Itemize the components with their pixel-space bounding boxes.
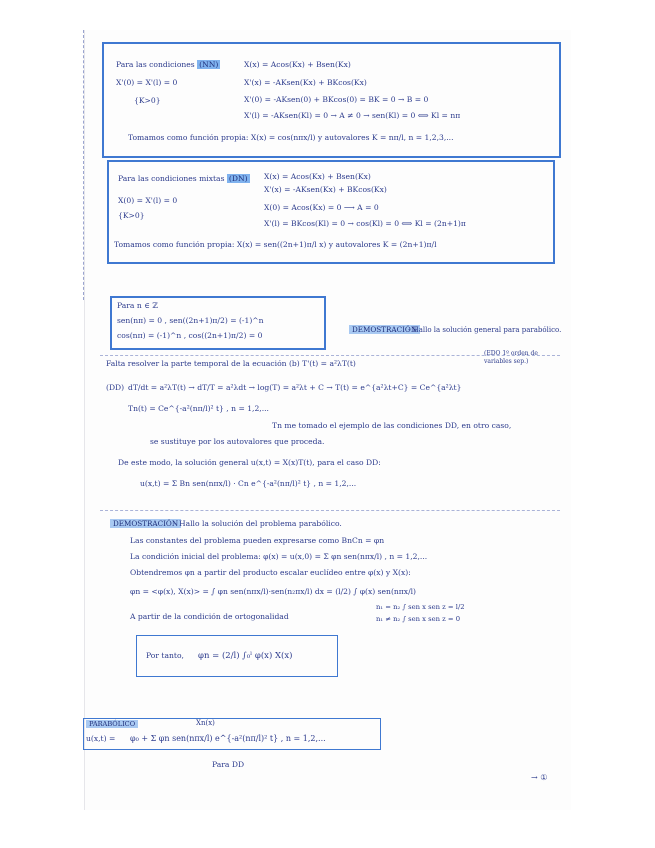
body-p1: Falta resolver la parte temporal de la ecuación (b) T'(t) = a²λT(t) (106, 359, 356, 368)
body2-q5a: n₁ = n₂ ∫ sen x sen z = l/2 (376, 603, 465, 611)
identities-n: Para n ∈ ℤ (117, 301, 158, 310)
dn-deriv: X'(x) = -AKsen(Kx) + BKcos(Kx) (264, 185, 387, 194)
dn-conclusion: Tomamos como función propia: X(x) = sen((2n+1)π/l x) y autovalores K = (2n+1)π/l (114, 240, 437, 249)
page-corner-mark: → ① (531, 773, 548, 782)
final-lhs: u(x,t) = (86, 734, 116, 743)
demo2-tag: DEMOSTRACIÓN (110, 519, 181, 528)
dn-set: {K>0} (118, 211, 145, 220)
edo-label: (DD) (106, 383, 125, 392)
nn-set: {K>0} (134, 96, 161, 105)
divider-2 (100, 510, 560, 511)
dn-atl: X'(l) = BKcos(Kl) = 0 → cos(Kl) = 0 ⟺ Kl = (2n+1)π (264, 219, 466, 228)
final-over: Xn(x) (196, 719, 215, 727)
identities-sen: sen(nπ) = 0 , sen((2n+1)π/2) = (-1)^n (117, 316, 264, 325)
dn-bc: X(0) = X'(l) = 0 (118, 196, 178, 205)
demo1-text: - Hallo la solución general para parabólico. (408, 326, 562, 334)
edo-step1: dT/dt = a²λT(t) → dT/T = a²λdt → log(T) = a²λt + C → T(t) = e^{a²λt+C} = Ce^{a²λt} (128, 383, 462, 392)
dn-tag: (DN) (228, 174, 248, 183)
dn-at0: X(0) = Acos(Kx) = 0 ⟶ A = 0 (264, 203, 379, 212)
nn-tag: (NN) (199, 60, 219, 69)
nn-atl: X'(l) = -AKsen(Kl) = 0 → A ≠ 0 → sen(Kl) = 0 ⟺ Kl = nπ (244, 111, 461, 120)
nn-conclusion: Tomamos como función propia: X(x) = cos(nπx/l) y autovalores K = nπ/l, n = 1,2,3,... (128, 133, 454, 142)
body2-q1: Las constantes del problema pueden expresarse como BnCn = φn (130, 536, 385, 545)
body2-q4: φn = <φ(x), X(x)> = ∫ φn sen(nπx/l)·sen(n₂πx/l) dx = (l/2) ∫ φ(x) sen(nπx/l) (130, 587, 417, 596)
nn-header-text: Para las condiciones (116, 60, 195, 69)
dn-header (118, 174, 250, 184)
result-label: Por tanto, (146, 651, 184, 660)
final-eq: φ₀ + Σ φn sen(nπx/l) e^{-a²(nπ/l)² t} , n = 1,2,... (130, 734, 326, 743)
body2-q3: Obtendremos φn a partir del producto escalar euclídeo entre φ(x) y X(x): (130, 568, 411, 577)
body-p4: De este modo, la solución general u(x,t) = X(x)T(t), para el caso DD: (118, 458, 381, 467)
demo1-tag: DEMOSTRACIÓN (349, 325, 420, 334)
result-eq: φn = (2/l) ∫₀ˡ φ(x) X(x) (198, 651, 293, 661)
dn-eq1: X(x) = Acos(Kx) + Bsen(Kx) (264, 172, 371, 181)
nn-deriv: X'(x) = -AKsen(Kx) + BKcos(Kx) (244, 78, 367, 87)
body2-q2: La condición inicial del problema: φ(x) = u(x,0) = Σ φn sen(nπx/l) , n = 1,2,... (130, 552, 428, 561)
margin-dashed-line (83, 30, 84, 300)
body2-q5b: n₁ ≠ n₂ ∫ sen x sen z = 0 (376, 615, 461, 623)
dn-header-text: Para las condiciones mixtas (118, 174, 225, 183)
body-p3: se sustituye por los autovalores que proceda. (150, 437, 325, 446)
nn-bc: X'(0) = X'(l) = 0 (116, 78, 178, 87)
final-under: Para DD (212, 760, 245, 769)
nn-eq1: X(x) = Acos(Kx) + Bsen(Kx) (244, 60, 351, 69)
body-p5: u(x,t) = Σ Bn sen(nπx/l) · Cn e^{-a²(nπ/l)² t} , n = 1,2,... (140, 479, 357, 488)
edo-step2: Tn(t) = Ce^{-a²(nπ/l)² t} , n = 1,2,... (128, 404, 269, 413)
final-tag: PARABÓLICO (86, 720, 138, 728)
body-p1-note: (EDO 1º orden de variables sep.) (484, 350, 538, 365)
body-p2: Tn me tomado el ejemplo de las condiciones DD, en otro caso, (272, 421, 512, 430)
body2-q6: A partir de la condición de ortogonalidad (130, 612, 289, 621)
identities-cos: cos(nπ) = (-1)^n , cos((2n+1)π/2) = 0 (117, 331, 263, 340)
nn-at0: X'(0) = -AKsen(0) + BKcos(0) = BK = 0 → B = 0 (244, 95, 429, 104)
nn-header (116, 60, 220, 70)
demo2-text: - Hallo la solución del problema parabólico. (174, 519, 342, 528)
